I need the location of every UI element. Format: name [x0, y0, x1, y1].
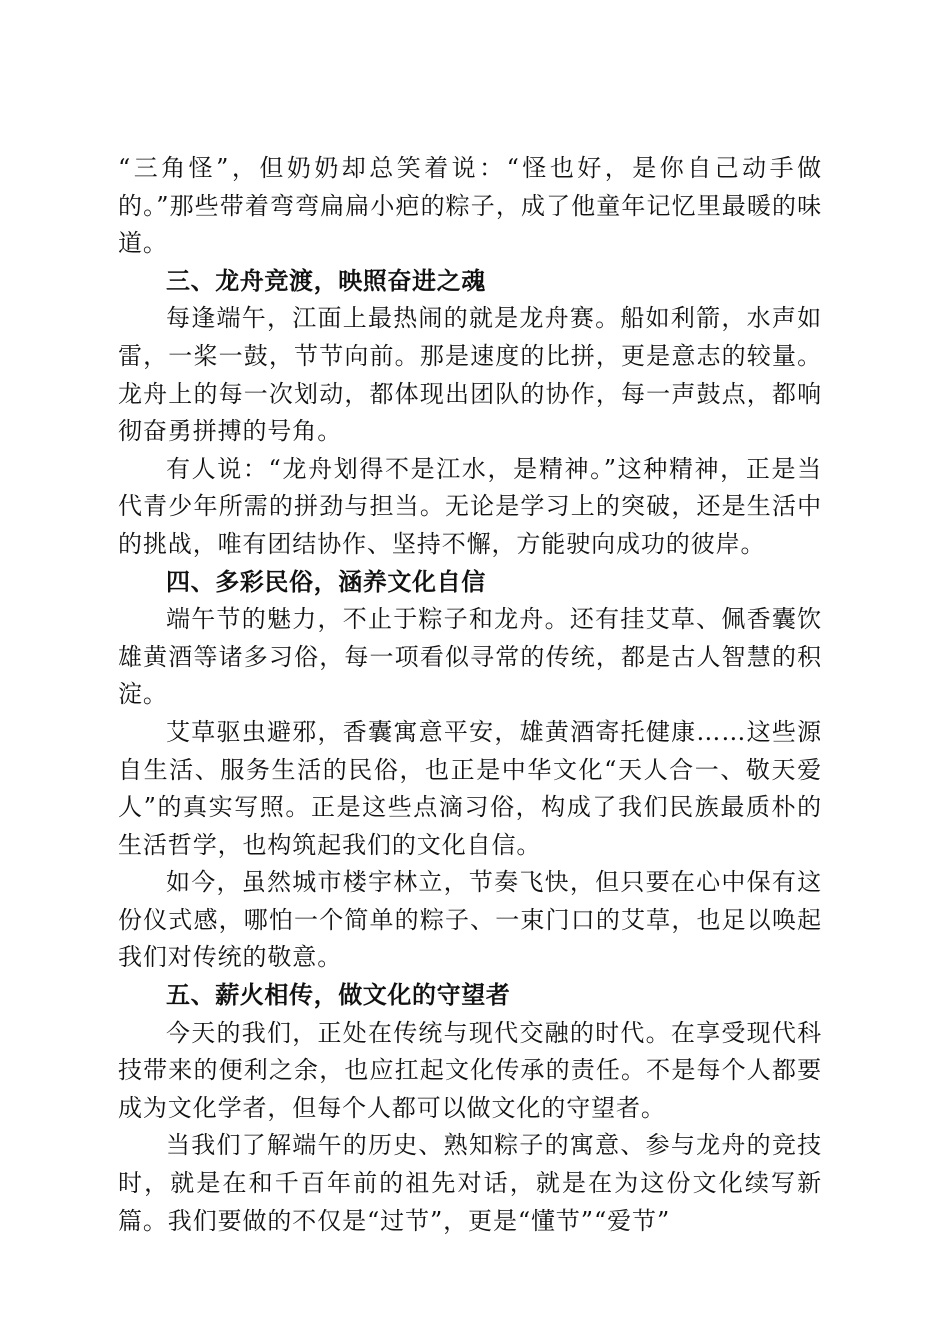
section-heading-3: 三、龙舟竞渡，映照奋进之魂 — [166, 266, 486, 295]
section-heading-4: 四、多彩民俗，涵养文化自信 — [166, 567, 486, 596]
section-heading-5: 五、薪火相传，做文化的守望者 — [166, 981, 511, 1010]
paragraph-continued: “三角怪”，但奶奶却总笑着说：“怪也好，是你自己动手做的。”那些带着弯弯扁扁小疤的粽子，成了他童年记忆里最暖的味道。 — [118, 154, 822, 258]
document-page — [118, 150, 822, 1240]
paragraph: 端午节的魅力，不止于粽子和龙舟。还有挂艾草、佩香囊饮雄黄酒等诸多习俗，每一项看似寻常的传统，都是古人智慧的积淀。 — [118, 605, 822, 709]
paragraph: 每逢端午，江面上最热闹的就是龙舟赛。船如利箭，水声如雷，一桨一鼓，节节向前。那是速度的比拼，更是意志的较量。龙舟上的每一次划动，都体现出团队的协作，每一声鼓点，都响彻奋勇拼搏的号角。 — [118, 304, 822, 446]
paragraph: 今天的我们，正处在传统与现代交融的时代。在享受现代科技带来的便利之余，也应扛起文化传承的责任。不是每个人都要成为文化学者，但每个人都可以做文化的守望者。 — [118, 1018, 822, 1122]
paragraph: 艾草驱虫避邪，香囊寓意平安，雄黄酒寄托健康……这些源自生活、服务生活的民俗，也正是中华文化“天人合一、敬天爱人”的真实写照。正是这些点滴习俗，构成了我们民族最质朴的生活哲学，也构筑起我们的文化自信。 — [118, 717, 822, 859]
paragraph: 有人说：“龙舟划得不是江水，是精神。”这种精神，正是当代青少年所需的拼劲与担当。无论是学习上的突破，还是生活中的挑战，唯有团结协作、坚持不懈，方能驶向成功的彼岸。 — [118, 454, 822, 558]
paragraph: 当我们了解端午的历史、熟知粽子的寓意、参与龙舟的竞技时，就是在和千百年前的祖先对话，就是在为这份文化续写新篇。我们要做的不仅是“过节”，更是“懂节”“爱节” — [118, 1131, 822, 1235]
paragraph: 如今，虽然城市楼宇林立，节奏飞快，但只要在心中保有这份仪式感，哪怕一个简单的粽子、一束门口的艾草，也足以唤起我们对传统的敬意。 — [118, 868, 822, 972]
